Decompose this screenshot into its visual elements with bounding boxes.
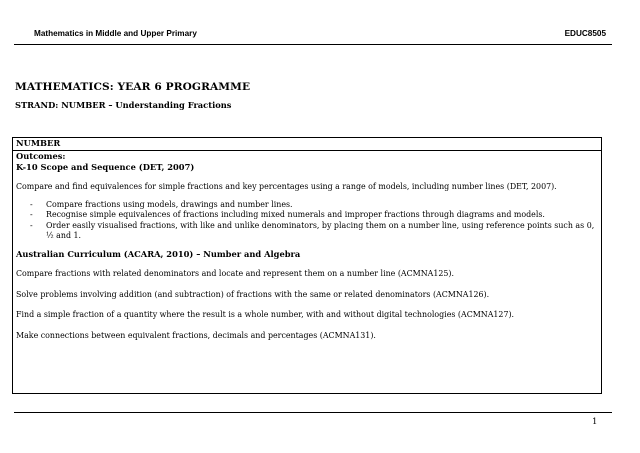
list-item: - Order easily visualised fractions, with like and unlike denominators, by placing them on a number line, using reference points such as 0, ½ and 1. — [16, 221, 598, 242]
number-outcomes-table — [12, 137, 602, 394]
table-body — [13, 151, 601, 341]
k10-heading: K-10 Scope and Sequence (DET, 2007) — [16, 161, 195, 172]
table-heading: NUMBER — [13, 138, 601, 151]
list-item: - Compare fractions using models, drawings and number lines. — [16, 200, 598, 211]
outcomes-label: Outcomes: — [16, 151, 66, 161]
k10-bullet-list — [16, 200, 598, 242]
header-course-code: EDUC8505 — [564, 29, 606, 38]
k10-intro: Compare and find equivalences for simple fractions and key percentages using a range of models, including number lines (DET, 2007). — [16, 182, 557, 191]
ac-item: Solve problems involving addition (and subtraction) of fractions with the same or related denominators (ACMNA126). — [16, 289, 490, 299]
page-header — [34, 29, 606, 38]
ac-item: Find a simple fraction of a quantity where the result is a whole number, with and without digital technologies (ACMNA127). — [16, 310, 515, 319]
strand-heading: STRAND: NUMBER – Understanding Fractions — [15, 100, 232, 110]
list-item: - Recognise simple equivalences of fractions including mixed numerals and improper fractions through diagrams and models. — [16, 210, 598, 221]
ac-item: Make connections between equivalent fractions, decimals and percentages (ACMNA131). — [16, 330, 376, 340]
page-number: 1 — [592, 417, 598, 427]
ac-item: Compare fractions with related denominators and locate and represent them on a number line (ACMNA125). — [16, 269, 454, 278]
header-course-title: Mathematics in Middle and Upper Primary — [34, 29, 197, 38]
footer-divider — [14, 412, 612, 413]
header-divider — [14, 44, 612, 45]
document-title: MATHEMATICS: YEAR 6 PROGRAMME — [15, 81, 251, 93]
ac-heading: Australian Curriculum (ACARA, 2010) – Number and Algebra — [16, 248, 301, 259]
